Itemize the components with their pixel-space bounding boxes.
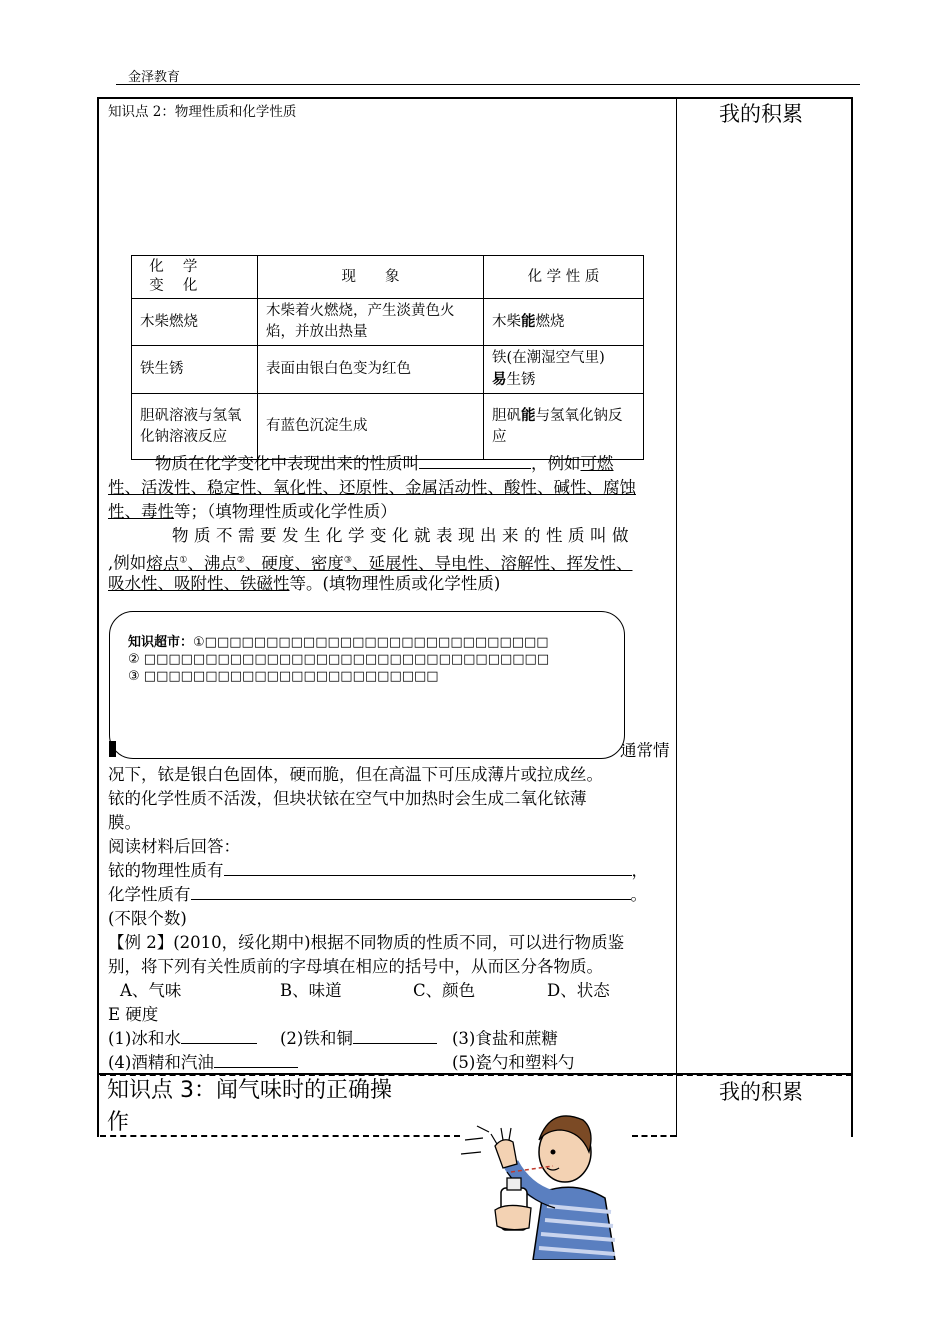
boy-smelling-illustration [455,1080,635,1260]
item-3: (3)食盐和蔗糖 [452,1029,558,1048]
table-cell: 胆矾溶液与氢氧化钠溶液反应 [132,394,258,460]
accumulation-label-2: 我的积累 [719,1080,803,1104]
example1-line1-tail: 通常情 [620,741,670,760]
table-cell: 铁(在潮湿空气里) 易生锈 [484,346,644,394]
item-4: (4)酒精和汽油 [108,1051,298,1075]
answer-blank[interactable] [181,1027,257,1044]
column-divider [676,97,677,1137]
phys-prop-line3: 吸水性、吸附性、铁磁性等。(填物理性质或化学性质) [108,574,501,593]
table-cell: 有蓝色沉淀生成 [258,394,484,460]
table-cell: 木柴能燃烧 [484,299,644,346]
item-5: (5)瓷勺和塑料勺 [452,1053,575,1072]
chem-prop-line2: 性、活泼性、稳定性、氧化性、还原性、金属活动性、酸性、碱性、腐蚀 [108,478,636,497]
option-a: A、气味 [120,981,182,1000]
item-2: (2)铁和铜 [280,1027,437,1051]
example1-line4: 膜。 [108,813,141,832]
knowledge-market-line3: ③ □□□□□□□□□□□□□□□□□□□□□□□□ [128,669,439,684]
example1-line3: 铱的化学性质不活泼，但块状铱在空气中加热时会生成二氧化铱薄 [108,789,587,808]
table-cell: 木柴着火燃烧，产生淡黄色火焰，并放出热量 [258,299,484,346]
knowledge-market-line1: 知识超市：①□□□□□□□□□□□□□□□□□□□□□□□□□□□□ [128,635,549,650]
accumulation-label: 我的积累 [719,102,803,126]
properties-table [131,255,644,460]
answer-blank[interactable] [214,1051,298,1068]
option-c: C、颜色 [413,981,476,1000]
table-cell: 表面由银白色变为红色 [258,346,484,394]
table-header-change: 化 学 变 化 [132,256,258,299]
table-cell: 铁生锈 [132,346,258,394]
example1-line5: 阅读材料后回答： [108,837,240,856]
table-header-phenomenon: 现 象 [258,256,484,299]
row-left-border [97,1075,99,1137]
table-header-property: 化 学 性 质 [484,256,644,299]
row-right-border [851,1075,853,1137]
header-rule [116,84,860,85]
knowledge-market-line2: ② □□□□□□□□□□□□□□□□□□□□□□□□□□□□□□□□□ [128,652,550,667]
row-bottom-dash-right [632,1135,676,1137]
option-e: E 硬度 [108,1005,159,1024]
example2-line2: 别，将下列有关性质前的字母填在相应的括号中，从而区分各物质。 [108,957,603,976]
chem-prop-line1: 物质在化学变化中表现出来的性质叫 ，例如可燃 [155,454,614,473]
item-1: (1)冰和水 [108,1027,257,1051]
option-b: B、味道 [280,981,342,1000]
phys-prop-line2: ,例如熔点①、沸点②、硬度、密度③、延展性、导电性、溶解性、挥发性、 [108,553,633,573]
kp3-title: 知识点 3：闻气味时的正确操 作 [107,1078,392,1135]
option-d: D、状态 [547,981,610,1000]
table-cell: 胆矾能与氢氧化钠反应 [484,394,644,460]
header-org: 金泽教育 [128,70,181,85]
example1-note: (不限个数) [108,909,187,928]
example1-q1: 铱的物理性质有 ， [108,861,648,880]
example2-line1: 【例 2】(2010，绥化期中)根据不同物质的性质不同，可以进行物质鉴 [108,933,625,952]
answer-blank[interactable] [353,1027,437,1044]
kp2-title: 知识点 2：物理性质和化学性质 [108,104,297,120]
chem-prop-line3: 性、毒性等；（填物理性质或化学性质） [108,502,397,521]
table-cell: 木柴燃烧 [132,299,258,346]
example1-q2: 化学性质有 。 [108,885,647,904]
example1-line2: 况下，铱是银白色固体，硬而脆，但在高温下可压成薄片或拉成丝。 [108,765,603,784]
answer-blank[interactable] [191,883,631,900]
answer-blank[interactable] [419,452,531,469]
phys-prop-line1: 物质不需要发生化学变化就表现出来的性质叫做 [172,526,634,545]
bracket-mark [109,741,116,757]
answer-blank[interactable] [224,859,632,876]
